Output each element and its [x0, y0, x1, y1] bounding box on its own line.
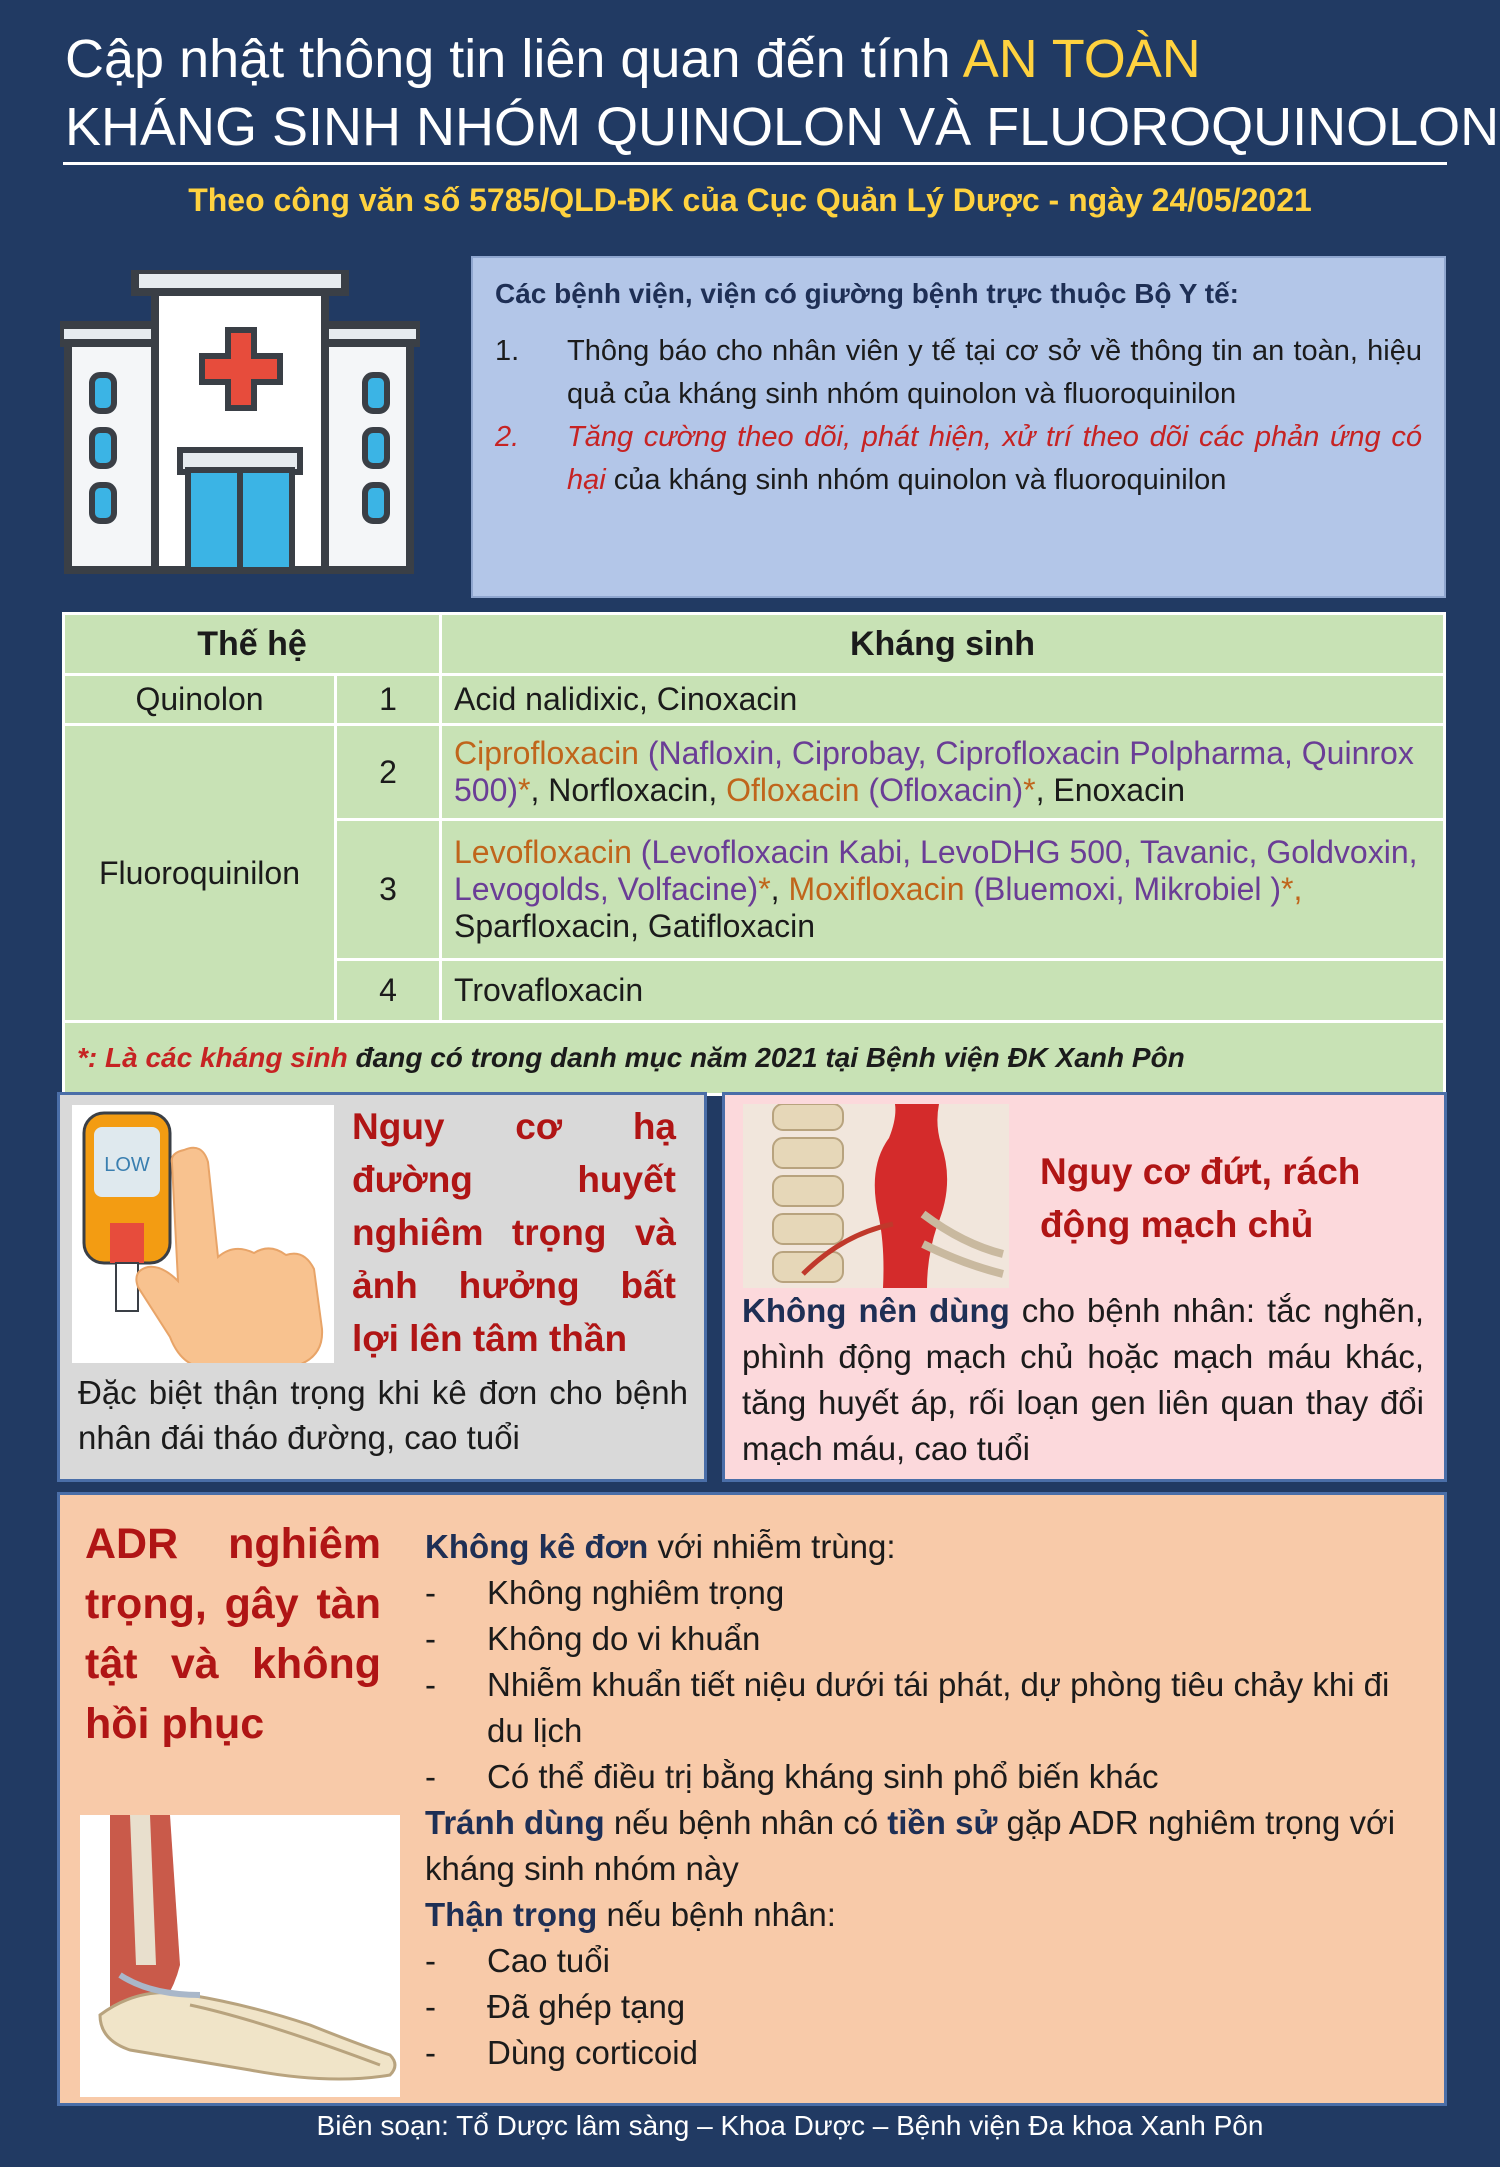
header-generation: Thế hệ — [64, 614, 441, 675]
instruction-box — [471, 256, 1446, 598]
list-item: - Dùng corticoid — [425, 2034, 698, 2071]
table-footnote: *: Là các kháng sinh đang có trong danh mục năm 2021 tại Bệnh viện ĐK Xanh Pôn — [64, 1022, 1445, 1095]
antibiotic-list: Levofloxacin (Levofloxacin Kabi, LevoDHG 500, Tavanic, Goldvoxin, Levogolds, Volfacine)*, Moxifloxacin (Bluemoxi, Mikrobiel )*, Sparfloxacin, Gatifloxacin — [441, 820, 1445, 960]
meter-label: LOW — [104, 1154, 150, 1176]
generation-number: 3 — [336, 820, 441, 960]
list-item: - Cao tuổi — [425, 1942, 610, 1979]
subtitle: Theo công văn số 5785/QLD-ĐK của Cục Quản Lý Dược - ngày 24/05/2021 — [188, 182, 1312, 218]
table-row — [64, 725, 1445, 820]
footer-credit: Biên soạn: Tổ Dược lâm sàng – Khoa Dược – Bệnh viện Đa khoa Xanh Pôn — [316, 2110, 1264, 2141]
list-item: - Không nghiêm trọng — [425, 1574, 785, 1611]
title-divider — [63, 162, 1447, 165]
caution-list — [425, 1938, 1425, 2076]
list-item: - Có thể điều trị bằng kháng sinh phổ biến khác — [425, 1758, 1159, 1795]
hospital-icon — [60, 270, 420, 580]
group-quinolon: Quinolon — [64, 675, 336, 725]
table-note-row — [64, 1022, 1445, 1095]
antibiotic-list: Ciprofloxacin (Nafloxin, Ciprobay, Ciprofloxacin Polpharma, Quinrox 500)*, Norfloxacin, Ofloxacin (Ofloxacin)*, Enoxacin — [441, 725, 1445, 820]
adr-body — [425, 1524, 1425, 2076]
hypoglycemia-body: Đặc biệt thận trọng khi kê đơn cho bệnh nhân đái tháo đường, cao tuổi — [78, 1374, 688, 1456]
list-item: - Nhiễm khuẩn tiết niệu dưới tái phát, dự phòng tiêu chảy khi đi du lịch — [425, 1666, 1390, 1749]
group-fluoroquinilon: Fluoroquinilon — [64, 725, 336, 1022]
glucose-meter-icon — [72, 1105, 334, 1363]
list-item: - Đã ghép tạng — [425, 1988, 686, 2025]
foot-tendon-icon — [80, 1815, 400, 2097]
table-row — [64, 675, 1445, 725]
adr-title: ADR nghiêm trọng, gây tàn tật và không hồi phục — [85, 1520, 381, 1748]
page-title-line1: Cập nhật thông tin liên quan đến tính AN TOÀN — [65, 29, 1201, 89]
aorta-anatomy-icon — [743, 1104, 1009, 1288]
generation-number: 4 — [336, 960, 441, 1022]
caution-heading: Thận trọng nếu bệnh nhân: — [425, 1896, 836, 1933]
no-prescribe-list — [425, 1570, 1425, 1800]
hypoglycemia-title: Nguy cơ hạ đường huyết nghiêm trọng và ảnh hưởng bất lợi lên tâm thần — [352, 1106, 676, 1359]
list-item: - Không do vi khuẩn — [425, 1620, 761, 1657]
generation-number: 2 — [336, 725, 441, 820]
antibiotic-list: Trovafloxacin — [441, 960, 1445, 1022]
generation-number: 1 — [336, 675, 441, 725]
aorta-title: Nguy cơ đứt, rách động mạch chủ — [1040, 1151, 1361, 1245]
instruction-item: 2. Tăng cường theo dõi, phát hiện, xử trí theo dõi các phản ứng có hại của kháng sinh nhóm quinolon và fluoroquinilon — [495, 421, 1422, 496]
avoid-text: Tránh dùng nếu bệnh nhân có tiền sử gặp ADR nghiêm trọng với kháng sinh nhóm này — [425, 1804, 1396, 1887]
instruction-heading: Các bệnh viện, viện có giường bệnh trực thuộc Bộ Y tế: — [495, 278, 1239, 309]
no-prescribe-heading: Không kê đơn với nhiễm trùng: — [425, 1528, 896, 1565]
header-antibiotic: Kháng sinh — [441, 614, 1445, 675]
aorta-body: Không nên dùng cho bệnh nhân: tắc nghẽn, phình động mạch chủ hoặc mạch máu khác, tăng huyết áp, rối loạn gen liên quan thay đổi mạch máu, cao tuổi — [742, 1292, 1425, 1467]
table-header-row — [64, 614, 1445, 675]
page-title-line2: KHÁNG SINH NHÓM QUINOLON VÀ FLUOROQUINOLON — [65, 97, 1500, 157]
antibiotic-list: Acid nalidixic, Cinoxacin — [441, 675, 1445, 725]
antibiotic-generation-table — [62, 612, 1446, 1096]
instruction-item: 1. Thông báo cho nhân viên y tế tại cơ sở về thông tin an toàn, hiệu quả của kháng sinh nhóm quinolon và fluoroquinilon — [495, 335, 1422, 410]
title-highlight: AN TOÀN — [962, 29, 1201, 89]
